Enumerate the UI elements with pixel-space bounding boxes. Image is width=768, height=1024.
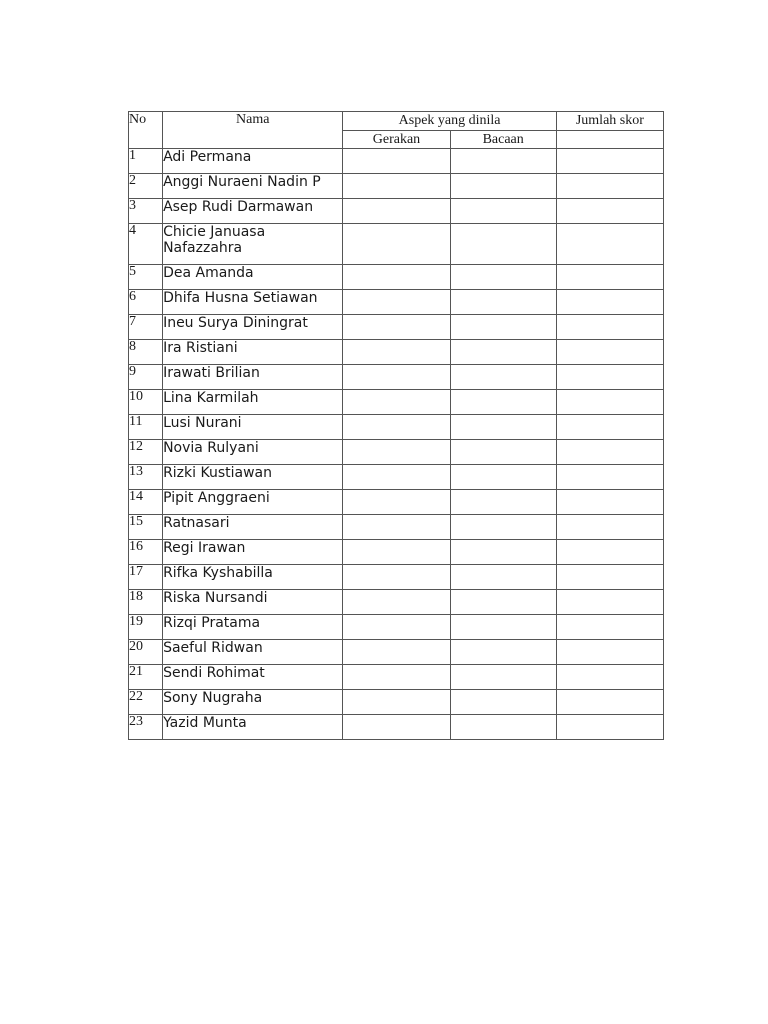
- student-name: Rifka Kyshabilla: [163, 565, 343, 590]
- jumlah-skor-cell: [556, 149, 663, 174]
- table-body: [129, 149, 664, 740]
- gerakan-cell: [343, 690, 450, 715]
- table-row: [129, 465, 664, 490]
- gerakan-cell: [343, 640, 450, 665]
- student-name: Sendi Rohimat: [163, 665, 343, 690]
- student-name: Novia Rulyani: [163, 440, 343, 465]
- table-row: [129, 540, 664, 565]
- gerakan-cell: [343, 390, 450, 415]
- header-jumlah-sub: [556, 130, 663, 149]
- student-name: Ira Ristiani: [163, 340, 343, 365]
- table-row: [129, 224, 664, 265]
- row-number: 20: [129, 640, 163, 665]
- table-row: [129, 690, 664, 715]
- table-row: [129, 665, 664, 690]
- jumlah-skor-cell: [556, 565, 663, 590]
- jumlah-skor-cell: [556, 224, 663, 265]
- jumlah-skor-cell: [556, 515, 663, 540]
- jumlah-skor-cell: [556, 415, 663, 440]
- row-number: 6: [129, 290, 163, 315]
- bacaan-cell: [450, 465, 556, 490]
- header-bacaan: Bacaan: [450, 130, 556, 149]
- bacaan-cell: [450, 415, 556, 440]
- row-number: 8: [129, 340, 163, 365]
- header-no: No: [129, 112, 163, 149]
- bacaan-cell: [450, 174, 556, 199]
- header-aspek: Aspek yang dinila: [343, 112, 556, 131]
- row-number: 15: [129, 515, 163, 540]
- row-number: 13: [129, 465, 163, 490]
- table-row: [129, 149, 664, 174]
- bacaan-cell: [450, 199, 556, 224]
- row-number: 22: [129, 690, 163, 715]
- gerakan-cell: [343, 290, 450, 315]
- gerakan-cell: [343, 665, 450, 690]
- student-name: Ineu Surya Diningrat: [163, 315, 343, 340]
- gerakan-cell: [343, 224, 450, 265]
- student-name: Saeful Ridwan: [163, 640, 343, 665]
- table-row: [129, 515, 664, 540]
- student-name: Asep Rudi Darmawan: [163, 199, 343, 224]
- table-row: [129, 390, 664, 415]
- table-row: [129, 265, 664, 290]
- jumlah-skor-cell: [556, 265, 663, 290]
- bacaan-cell: [450, 265, 556, 290]
- student-name: Dea Amanda: [163, 265, 343, 290]
- row-number: 18: [129, 590, 163, 615]
- bacaan-cell: [450, 490, 556, 515]
- student-name: Rizki Kustiawan: [163, 465, 343, 490]
- row-number: 23: [129, 715, 163, 740]
- header-nama: Nama: [163, 112, 343, 149]
- table-row: [129, 315, 664, 340]
- table-row: [129, 615, 664, 640]
- student-name: Lina Karmilah: [163, 390, 343, 415]
- row-number: 14: [129, 490, 163, 515]
- row-number: 11: [129, 415, 163, 440]
- jumlah-skor-cell: [556, 615, 663, 640]
- row-number: 7: [129, 315, 163, 340]
- student-name: Irawati Brilian: [163, 365, 343, 390]
- jumlah-skor-cell: [556, 340, 663, 365]
- gerakan-cell: [343, 615, 450, 640]
- row-number: 2: [129, 174, 163, 199]
- header-gerakan: Gerakan: [343, 130, 450, 149]
- row-number: 1: [129, 149, 163, 174]
- bacaan-cell: [450, 290, 556, 315]
- table-row: [129, 174, 664, 199]
- row-number: 19: [129, 615, 163, 640]
- row-number: 4: [129, 224, 163, 265]
- jumlah-skor-cell: [556, 290, 663, 315]
- gerakan-cell: [343, 265, 450, 290]
- gerakan-cell: [343, 415, 450, 440]
- jumlah-skor-cell: [556, 590, 663, 615]
- jumlah-skor-cell: [556, 365, 663, 390]
- bacaan-cell: [450, 390, 556, 415]
- bacaan-cell: [450, 365, 556, 390]
- table-row: [129, 340, 664, 365]
- student-name: Rizqi Pratama: [163, 615, 343, 640]
- bacaan-cell: [450, 665, 556, 690]
- table-row: [129, 640, 664, 665]
- table-row: [129, 415, 664, 440]
- row-number: 10: [129, 390, 163, 415]
- row-number: 5: [129, 265, 163, 290]
- jumlah-skor-cell: [556, 715, 663, 740]
- gerakan-cell: [343, 174, 450, 199]
- jumlah-skor-cell: [556, 440, 663, 465]
- bacaan-cell: [450, 515, 556, 540]
- student-name: Regi Irawan: [163, 540, 343, 565]
- row-number: 12: [129, 440, 163, 465]
- bacaan-cell: [450, 715, 556, 740]
- jumlah-skor-cell: [556, 315, 663, 340]
- bacaan-cell: [450, 690, 556, 715]
- student-name: Riska Nursandi: [163, 590, 343, 615]
- row-number: 9: [129, 365, 163, 390]
- jumlah-skor-cell: [556, 665, 663, 690]
- jumlah-skor-cell: [556, 540, 663, 565]
- bacaan-cell: [450, 540, 556, 565]
- table-header: [129, 112, 664, 149]
- student-name: Yazid Munta: [163, 715, 343, 740]
- table-row: [129, 490, 664, 515]
- bacaan-cell: [450, 224, 556, 265]
- jumlah-skor-cell: [556, 690, 663, 715]
- gerakan-cell: [343, 715, 450, 740]
- table-row: [129, 440, 664, 465]
- jumlah-skor-cell: [556, 640, 663, 665]
- table-row: [129, 590, 664, 615]
- assessment-table: [128, 111, 664, 740]
- jumlah-skor-cell: [556, 490, 663, 515]
- student-name: Sony Nugraha: [163, 690, 343, 715]
- gerakan-cell: [343, 149, 450, 174]
- gerakan-cell: [343, 465, 450, 490]
- student-name: Adi Permana: [163, 149, 343, 174]
- student-name: Chicie Januasa Nafazzahra: [163, 224, 343, 265]
- gerakan-cell: [343, 340, 450, 365]
- student-name: Lusi Nurani: [163, 415, 343, 440]
- student-name: Pipit Anggraeni: [163, 490, 343, 515]
- gerakan-cell: [343, 365, 450, 390]
- student-name: Ratnasari: [163, 515, 343, 540]
- gerakan-cell: [343, 540, 450, 565]
- gerakan-cell: [343, 440, 450, 465]
- jumlah-skor-cell: [556, 390, 663, 415]
- gerakan-cell: [343, 199, 450, 224]
- jumlah-skor-cell: [556, 174, 663, 199]
- row-number: 3: [129, 199, 163, 224]
- student-name: Dhifa Husna Setiawan: [163, 290, 343, 315]
- header-jumlah: Jumlah skor: [556, 112, 663, 131]
- row-number: 16: [129, 540, 163, 565]
- bacaan-cell: [450, 315, 556, 340]
- gerakan-cell: [343, 515, 450, 540]
- table-row: [129, 199, 664, 224]
- bacaan-cell: [450, 615, 556, 640]
- row-number: 17: [129, 565, 163, 590]
- table-row: [129, 715, 664, 740]
- gerakan-cell: [343, 590, 450, 615]
- jumlah-skor-cell: [556, 199, 663, 224]
- bacaan-cell: [450, 440, 556, 465]
- table-row: [129, 565, 664, 590]
- student-name: Anggi Nuraeni Nadin P: [163, 174, 343, 199]
- gerakan-cell: [343, 490, 450, 515]
- jumlah-skor-cell: [556, 465, 663, 490]
- table-row: [129, 365, 664, 390]
- bacaan-cell: [450, 340, 556, 365]
- row-number: 21: [129, 665, 163, 690]
- gerakan-cell: [343, 315, 450, 340]
- bacaan-cell: [450, 149, 556, 174]
- bacaan-cell: [450, 640, 556, 665]
- gerakan-cell: [343, 565, 450, 590]
- bacaan-cell: [450, 565, 556, 590]
- bacaan-cell: [450, 590, 556, 615]
- table-row: [129, 290, 664, 315]
